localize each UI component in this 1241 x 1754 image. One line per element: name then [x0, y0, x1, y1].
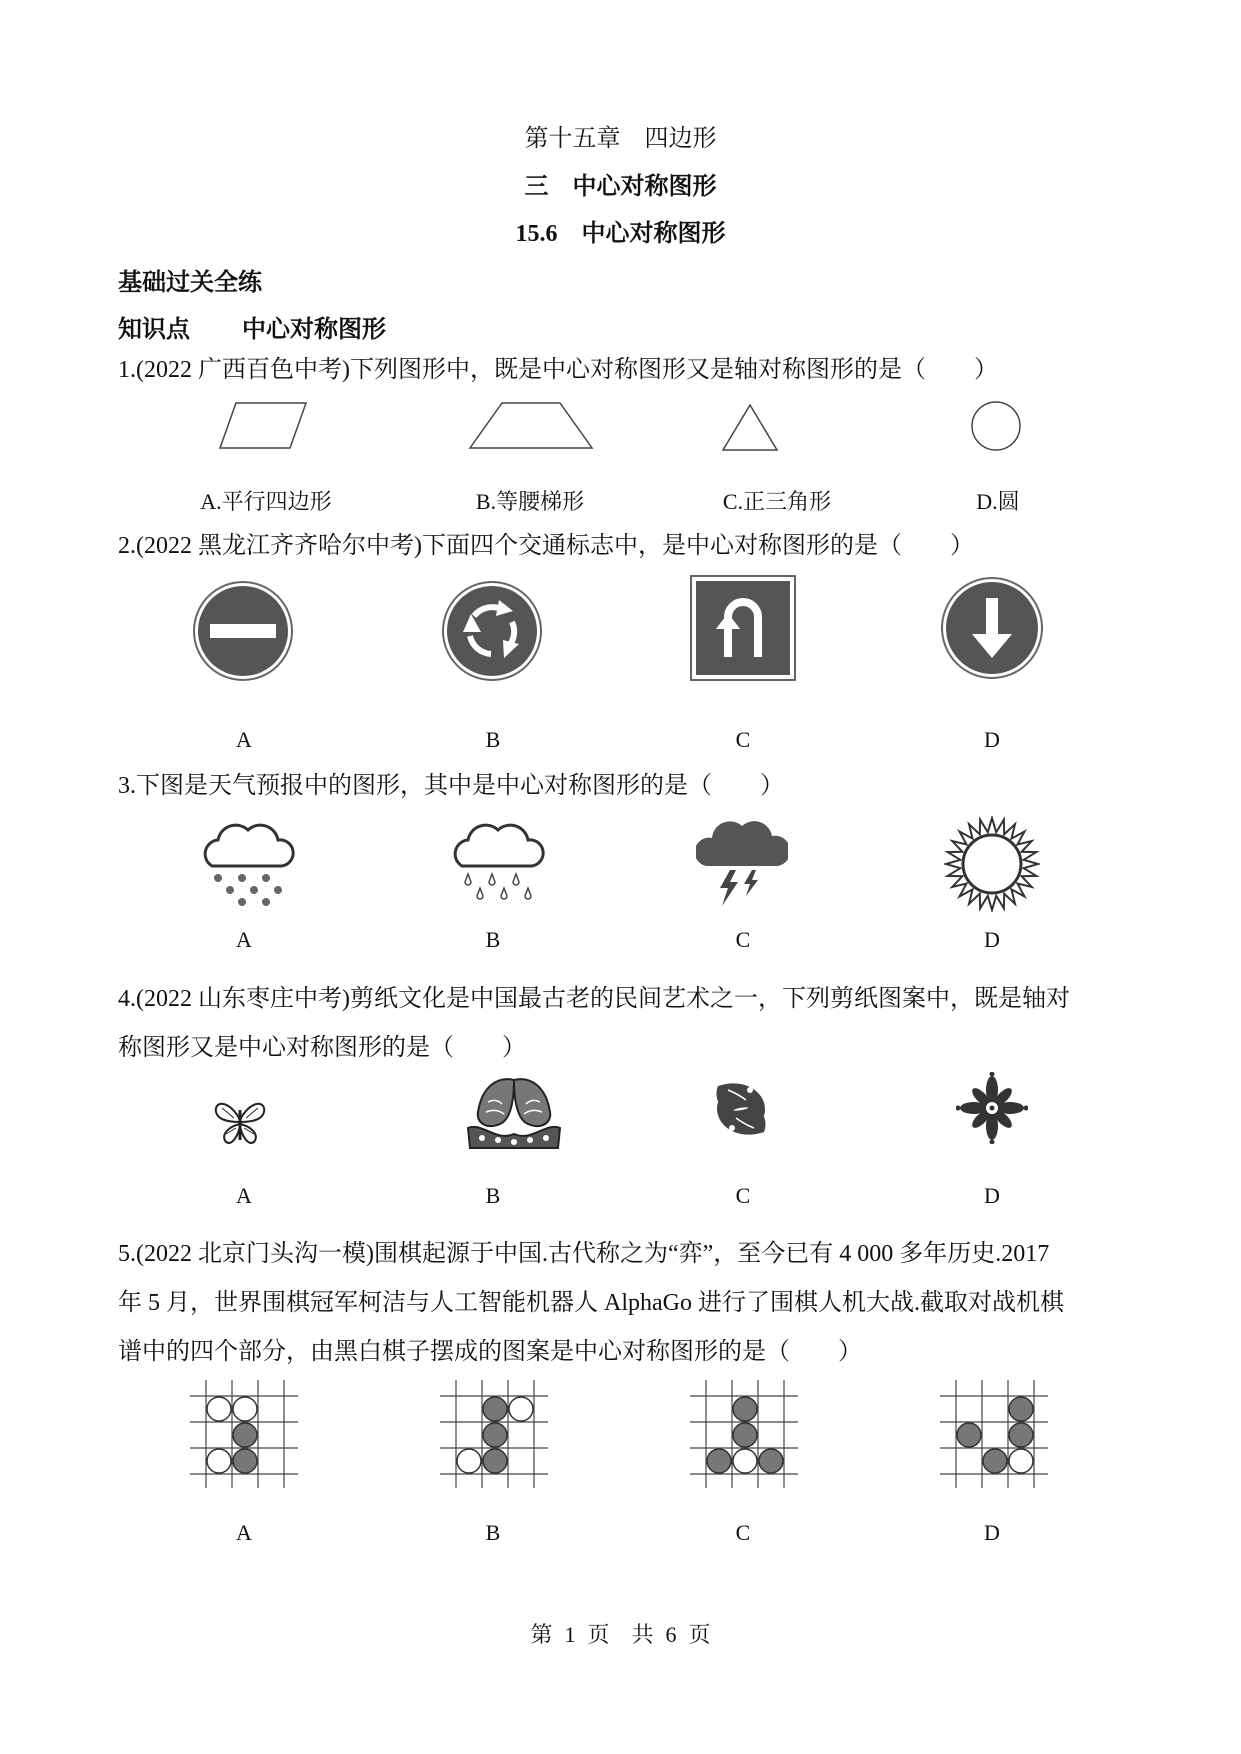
white-stone [233, 1397, 257, 1421]
parallelogram-figure [218, 400, 308, 452]
question-3-text: 3.下图是天气预报中的图形，其中是中心对称图形的是（ ） [118, 773, 784, 799]
black-stone [233, 1449, 257, 1473]
question-4-line2: 称图形又是中心对称图形的是（ ） [118, 1035, 526, 1061]
black-stone [733, 1423, 757, 1447]
footer-suffix: 页 [688, 1622, 711, 1647]
q5-option-c: C [735, 1520, 751, 1545]
q1-option-b: B.等腰梯形 [475, 489, 585, 514]
white-stone [733, 1449, 757, 1473]
black-stone [957, 1423, 981, 1447]
no-entry-sign-icon [192, 580, 294, 682]
u-turn-sign-icon [690, 575, 796, 681]
question-5-line2: 年 5 月，世界围棋冠军柯洁与人工智能机器人 AlphaGo 进行了围棋人机大战.截取对战机棋 [118, 1290, 1064, 1316]
flower-papercut-icon [956, 1072, 1028, 1144]
knowledge-point-name: 中心对称图形 [242, 317, 386, 343]
knowledge-point-label: 知识点 [118, 317, 190, 343]
butterfly-papercut-icon [212, 1096, 268, 1148]
q5-option-d: D [984, 1520, 1000, 1545]
black-stone [759, 1449, 783, 1473]
white-stone [457, 1449, 481, 1473]
q4-option-b: B [485, 1183, 501, 1208]
q2-option-c: C [735, 727, 751, 752]
question-2-text: 2.(2022 黑龙江齐齐哈尔中考)下面四个交通标志中，是中心对称图形的是（ ） [118, 533, 974, 559]
go-board-b [440, 1380, 550, 1490]
q4-option-c: C [735, 1183, 751, 1208]
q3-option-c: C [735, 927, 751, 952]
rotating-fish-papercut-icon [708, 1076, 774, 1142]
footer-total-pages: 6 [665, 1622, 677, 1647]
black-stone [483, 1397, 507, 1421]
q1-option-c: C.正三角形 [722, 489, 832, 514]
footer-page-number: 1 [564, 1622, 576, 1647]
black-stone [733, 1397, 757, 1421]
question-1-text: 1.(2022 广西百色中考)下列图形中，既是中心对称图形又是轴对称图形的是（ ） [118, 357, 998, 383]
q4-option-d: D [984, 1183, 1000, 1208]
snow-cloud-icon [196, 818, 296, 910]
q1-option-d: D.圆 [976, 489, 1020, 514]
sun-icon [944, 816, 1040, 912]
go-board-c [690, 1380, 800, 1490]
white-stone [1009, 1449, 1033, 1473]
equilateral-triangle-figure [720, 402, 780, 454]
q3-option-b: B [485, 927, 501, 952]
roundabout-sign-icon [441, 580, 543, 682]
q1-option-a: A.平行四边形 [200, 489, 332, 514]
white-stone [207, 1449, 231, 1473]
q3-option-d: D [984, 927, 1000, 952]
practice-title: 基础过关全练 [118, 270, 262, 296]
black-stone [233, 1423, 257, 1447]
q2-option-b: B [485, 727, 501, 752]
go-board-d [940, 1380, 1050, 1490]
black-stone [1009, 1423, 1033, 1447]
section-title: 三 中心对称图形 [524, 174, 717, 200]
footer-prefix: 第 [530, 1622, 553, 1647]
black-stone [983, 1449, 1007, 1473]
q2-option-d: D [984, 727, 1000, 752]
chapter-title: 第十五章 四边形 [524, 126, 717, 152]
go-board-a [190, 1380, 300, 1490]
white-stone [207, 1397, 231, 1421]
thunder-cloud-icon [696, 816, 788, 912]
down-arrow-sign-icon [940, 576, 1044, 680]
isosceles-trapezoid-figure [468, 400, 594, 452]
q3-option-a: A [236, 927, 252, 952]
knowledge-point [118, 309, 386, 344]
black-stone [483, 1423, 507, 1447]
q5-option-b: B [485, 1520, 501, 1545]
page-footer [0, 1618, 1241, 1649]
twin-fish-papercut-icon [462, 1072, 566, 1152]
question-5-line3: 谱中的四个部分，由黑白棋子摆成的图案是中心对称图形的是（ ） [118, 1339, 862, 1365]
footer-mid: 页 共 [587, 1622, 654, 1647]
q2-option-a: A [236, 727, 252, 752]
q5-option-a: A [236, 1520, 252, 1545]
question-5-line1: 5.(2022 北京门头沟一模)围棋起源于中国.古代称之为“弈”，至今已有 4 000 多年历史.2017 [118, 1241, 1050, 1267]
subsection-title: 15.6 中心对称图形 [515, 221, 726, 247]
black-stone [483, 1449, 507, 1473]
q4-option-a: A [236, 1183, 252, 1208]
question-4-line1: 4.(2022 山东枣庄中考)剪纸文化是中国最古老的民间艺术之一，下列剪纸图案中，既是轴对 [118, 986, 1070, 1012]
black-stone [707, 1449, 731, 1473]
circle-figure [968, 398, 1024, 454]
black-stone [1009, 1397, 1033, 1421]
rain-cloud-icon [446, 818, 546, 910]
white-stone [509, 1397, 533, 1421]
